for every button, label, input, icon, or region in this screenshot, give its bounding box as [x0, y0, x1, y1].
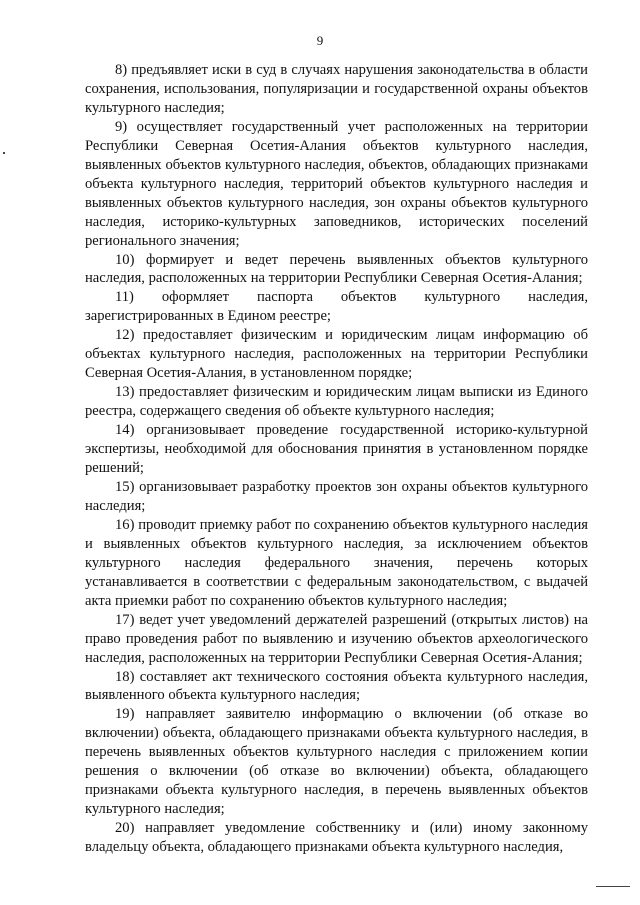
- paragraph-item-15: 15) организовывает разработку проектов зон охраны объектов культурного наследия;: [85, 478, 588, 514]
- page-number: 9: [316, 33, 324, 48]
- paragraph-item-19: 19) направляет заявителю информацию о включении (об отказе во включении) объекта, обладающего признаками объекта культурного наследия, в перечень выявленных объектов культурного наследия с приложением копии решения о включении (об отказе во включении) объекта, обладающего признаками объекта культурного наследия, в перечень выявленных объектов культурного наследия;: [85, 706, 588, 818]
- paragraph-item-20: 20) направляет уведомление собственнику и (или) иному законному владельцу объекта, обладающего признаками объекта культурного наследия,: [85, 820, 588, 856]
- paragraph-item-11: 11) оформляет паспорта объектов культурного наследия, зарегистрированных в Едином реестре;: [85, 289, 588, 325]
- paragraph-item-17: 17) ведет учет уведомлений держателей разрешений (открытых листов) на право проведения работ по выявлению и изучению объектов археологического наследия, расположенных на территории Республики Северная Осетия-Алания;: [85, 611, 588, 666]
- paragraph-item-10: 10) формирует и ведет перечень выявленных объектов культурного наследия, расположенных на территории Республики Северная Осетия-Алания;: [85, 251, 588, 287]
- scan-mark-left: [3, 152, 5, 154]
- document-body: [85, 61, 588, 857]
- scan-mark-bottom-right: [596, 886, 630, 887]
- paragraph-item-8: 8) предъявляет иски в суд в случаях нарушения законодательства в области сохранения, использования, популяризации и государственной охраны объектов культурного наследия;: [85, 62, 588, 116]
- paragraph-item-14: 14) организовывает проведение государственной историко-культурной экспертизы, необходимой для обоснования принятия в установленном порядке решений;: [85, 422, 588, 477]
- paragraph-item-13: 13) предоставляет физическим и юридическим лицам выписки из Единого реестра, содержащего сведения об объекте культурного наследия;: [85, 384, 588, 420]
- paragraph-item-9: 9) осуществляет государственный учет расположенных на территории Республики Северная Осетия-Алания объектов культурного наследия, выявленных объектов культурного наследия, объектов, обладающих признаками объекта культурного наследия, территорий объектов культурного наследия и выявленных объектов культурного наследия, зон охраны объектов культурного наследия, историко-культурных заповедников, исторических поселений регионального значения;: [85, 118, 588, 249]
- paragraph-item-12: 12) предоставляет физическим и юридическим лицам информацию об объектах культурного наследия, расположенных на территории Республики Северная Осетия-Алания, в установленном порядке;: [85, 327, 588, 382]
- paragraph-item-18: 18) составляет акт технического состояния объекта культурного наследия, выявленного объекта культурного наследия;: [85, 668, 588, 704]
- paragraph-item-16: 16) проводит приемку работ по сохранению объектов культурного наследия и выявленных объектов культурного наследия, за исключением объектов культурного наследия федерального значения, перечень которых устанавливается в соответствии с федеральным законодательством, с выдачей акта приемки работ по сохранению объектов культурного наследия;: [85, 516, 588, 609]
